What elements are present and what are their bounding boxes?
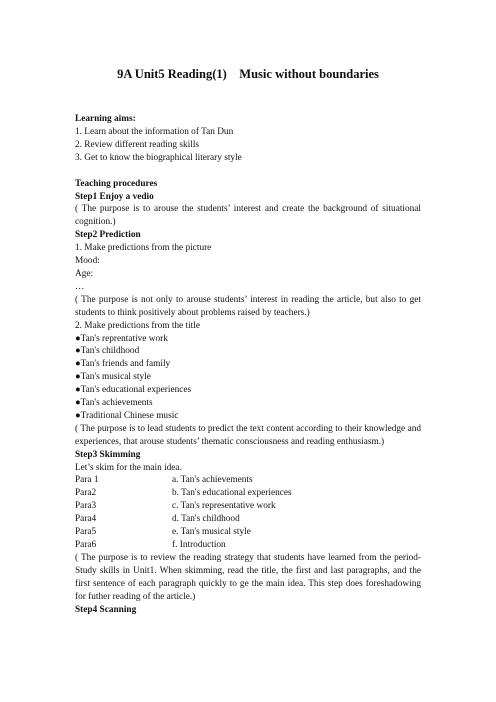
bullet-item: ●Traditional Chinese music [75, 410, 179, 421]
bullet-item: ●Tan's reprentative work [75, 333, 168, 344]
bullet-item: ●Tan's musical style [75, 372, 151, 383]
para-label: Para4 [75, 514, 97, 525]
match-row [75, 513, 421, 526]
para-answer: d. Tan's childhood [172, 514, 240, 525]
step4-heading: Step4 Scanning [75, 604, 137, 615]
step3-purpose: ( The purpose is to review the reading strategy that students have learned from the period- Study skills in Unit1. When skimming, read the title, the first and last paragraphs, and the first sentence of each paragraph quickly to ge the main idea. This step does foreshadowing for futher reading of the article.) [75, 552, 421, 602]
match-row [75, 500, 421, 513]
para-label: Para2 [75, 488, 97, 499]
step2-sub2: 2. Make predictions from the title [75, 320, 200, 331]
step3-intro: Let’s skim for the main idea. [75, 462, 182, 473]
ellipsis: … [75, 281, 85, 292]
spacer [75, 165, 421, 178]
match-row [75, 474, 421, 487]
step2-purpose-2: ( The purpose is to lead students to predict the text content according to their knowledge and experiences, that arouse students’ thematic consciousness and reading enthusiasm.) [75, 423, 421, 447]
para-answer: f. Introduction [172, 540, 226, 550]
bullet-item: ●Tan's childhood [75, 346, 140, 357]
learning-aim-2: 2. Review different reading skills [75, 139, 200, 150]
page-title: 9A Unit5 Reading(1) Music without boundaries [117, 67, 379, 81]
learning-aims-heading: Learning aims: [75, 114, 136, 124]
age-label: Age: [75, 268, 94, 279]
step1-heading: Step1 Enjoy a vedio [75, 191, 154, 202]
teaching-procedures-heading: Teaching procedures [75, 178, 158, 189]
document-body [75, 113, 421, 616]
match-row [75, 539, 421, 552]
para-label: Para3 [75, 501, 97, 512]
learning-aim-3: 3. Get to know the biographical literary style [75, 152, 242, 163]
learning-aim-1: 1. Learn about the information of Tan Dun [75, 126, 234, 137]
step2-sub1: 1. Make predictions from the picture [75, 243, 212, 254]
match-row [75, 487, 421, 500]
para-label: Para5 [75, 527, 97, 538]
para-answer: a. Tan's achievements [172, 475, 253, 486]
mood-label: Mood: [75, 256, 100, 267]
para-label: Para 1 [75, 475, 99, 486]
para-answer: b. Tan's educational experiences [172, 488, 292, 499]
step3-heading: Step3 Skimming [75, 449, 141, 460]
para-answer: c. Tan's representative work [172, 501, 276, 512]
bullet-item: ●Tan's friends and family [75, 359, 171, 370]
bullet-item: ●Tan's educational experiences [75, 385, 192, 396]
match-row [75, 526, 421, 539]
bullet-item: ●Tan's achievements [75, 398, 153, 409]
step2-heading: Step2 Prediction [75, 230, 141, 241]
step2-purpose-1: ( The purpose is not only to arouse students’ interest in reading the article, but also to get students to think positively about problems raised by teachers.) [75, 294, 421, 318]
para-label: Para6 [75, 540, 97, 550]
step1-purpose: ( The purpose is to arouse the students’ interest and create the background of situational cognition.) [75, 204, 421, 228]
para-answer: e. Tan's musical style [172, 527, 251, 538]
